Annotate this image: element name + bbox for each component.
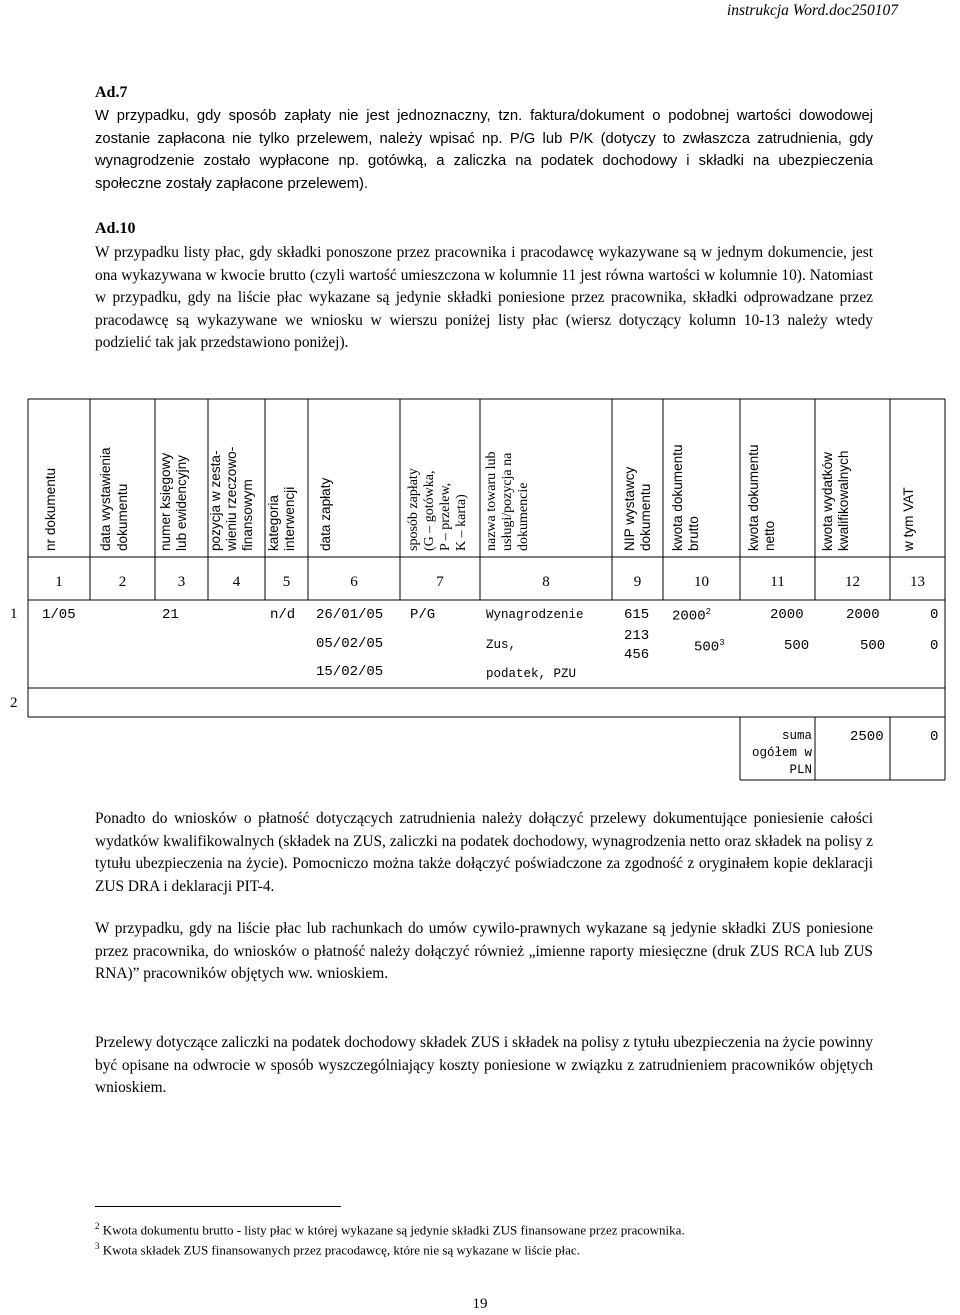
paragraph-ad10: W przypadku listy płac, gdy składki ponoszone przez pracownika i pracodawcę wykazywane są w jednym dokumencie, jest ona wykazywana w kwocie brutto (czyli wartość umieszczona w kolumnie 11 jest równa wartości w kolumnie 10). Natomiast w przypadku, gdy na liście płac wykazane są jedynie składki poniesione przez pracownika, składki odprowadzane przez pracodawcę są wykazywane we wniosku w wierszu poniżej listy płac (wiersz dotyczący kolumn 10-13 należy wtedy podzielić tak jak przedstawiono poniżej). xyxy=(95,244,873,352)
header-kwota-netto: kwota dokumentu netto xyxy=(746,444,777,551)
row1-brutto-1 xyxy=(672,607,711,625)
header-numer-ksiegowy: numer księgowy lub ewidencyjny xyxy=(158,452,189,551)
row1-item-3: podatek, PZU xyxy=(486,667,577,681)
row1-date-1: 26/01/05 xyxy=(316,607,384,623)
row1-nip-3: 456 xyxy=(624,647,650,663)
footnote-separator xyxy=(95,1206,341,1207)
row1-item-1: Wynagrodzenie xyxy=(486,608,584,622)
row1-kwal-1: 2000 xyxy=(846,607,880,623)
column-number: 4 xyxy=(232,574,241,590)
footnote-text: Kwota dokumentu brutto - listy płac w której wykazane są jedynie składki ZUS finansowane przez pracownika. xyxy=(102,1222,685,1238)
column-number: 12 xyxy=(845,574,860,590)
header-pozycja-zestawienie: pozycja w zesta- wieniu rzeczowo- finansowym xyxy=(208,446,255,551)
row1-payment: P/G xyxy=(410,607,436,623)
footnote-ref-3[interactable]: 3 xyxy=(719,638,725,648)
footnote-text: Kwota składek ZUS finansowanych przez pracodawcę, które nie są wykazane w liście płac. xyxy=(102,1242,580,1258)
header-sposob-zaplaty: sposób zapłaty (G – gotówka, P – przelew, K – karta) xyxy=(406,468,469,551)
column-number: 6 xyxy=(350,574,358,590)
row1-brutto-2-value: 500 xyxy=(694,639,720,656)
row1-vat-1: 0 xyxy=(930,607,939,623)
sum-kwal: 2500 xyxy=(850,729,884,745)
header-kategoria-interwencji: kategoria interwencji xyxy=(266,486,297,551)
footnote-ref-2[interactable]: 2 xyxy=(705,607,712,617)
header-data-zaplaty: data zapłaty xyxy=(318,477,333,551)
header-w-tym-vat: w tym VAT xyxy=(901,487,916,551)
footnote-mark: 2 xyxy=(95,1221,100,1231)
column-number: 10 xyxy=(694,574,709,590)
header-kwota-brutto: kwota dokumentu brutto xyxy=(670,444,701,551)
row1-date-3: 15/02/05 xyxy=(316,664,384,680)
footnote-3 xyxy=(95,1236,580,1260)
column-number: 11 xyxy=(770,574,785,590)
row1-brutto-2 xyxy=(694,638,725,656)
row1-netto-1: 2000 xyxy=(770,607,804,623)
header-kwota-kwalifikowalnych: kwota wydatków kwalifikowalnych xyxy=(820,450,851,551)
paragraph-zus-only: W przypadku, gdy na liście płac lub rachunkach do umów cywilo-prawnych wykazane są jedynie składki ZUS poniesione przez pracownika, do wniosków o płatność należy dołączyć również „imienne raporty miesięczne (druk ZUS RCA lub ZUS RNA)” pracowników objętych ww. wnioskiem. xyxy=(95,920,873,983)
footnote-mark: 3 xyxy=(95,1241,100,1251)
sum-vat: 0 xyxy=(930,729,939,745)
header-data-wystawienia: data wystawienia dokumentu xyxy=(98,447,130,551)
column-number: 9 xyxy=(633,574,642,590)
row1-nip-1: 615 xyxy=(624,607,650,623)
row1-netto-2: 500 xyxy=(784,638,810,654)
row1-nr: 1 xyxy=(10,606,18,622)
row1-ledger: 21 xyxy=(162,607,179,623)
sum-label xyxy=(750,728,812,779)
row1-brutto-1-value: 2000 xyxy=(672,608,706,625)
header-nr-dokumentu: nr dokumentu xyxy=(43,467,58,551)
row1-doc-date: 1/05 xyxy=(42,607,76,623)
running-header: instrukcja Word.doc250107 xyxy=(726,2,898,19)
column-number: 5 xyxy=(282,574,291,590)
sum-label-line: suma xyxy=(781,729,812,743)
paragraph-attachments: Ponadto do wniosków o płatność dotyczących zatrudnienia należy dołączyć przelewy dokumentujące poniesienie całości wydatków kwalifikowalnych (składek na ZUS, zaliczki na podatek dochodowy, wynagrodzenia netto oraz składek na polisy z tytułu ubezpieczenia na życie). Pomocniczo można także dołączyć poświadczone za zgodność z oryginałem kopie deklaracji ZUS DRA i deklaracji PIT-4. xyxy=(95,810,873,895)
row1-vat-2: 0 xyxy=(930,638,939,654)
column-number: 3 xyxy=(177,574,186,590)
section-label-ad7: Ad.7 xyxy=(95,84,128,101)
sum-label-line: ogółem w xyxy=(751,746,812,760)
paragraph-transfers: Przelewy dotyczące zaliczki na podatek dochodowy składek ZUS i składek na polisy z tytułu ubezpieczenia na życie powinny być opisane na odwrocie w sposób wyszczególniający koszty poniesione w związku z zatrudnieniem pracowników objętych wnioskiem. xyxy=(95,1034,873,1097)
paragraph-ad7: W przypadku, gdy sposób zapłaty nie jest jednoznaczny, tzn. faktura/dokument o podobnej wartości dowodowej zostanie zapłacona nie tylko przelewem, należy wpisać np. P/G lub P/K (dotyczy to zwłaszcza zatrudnienia, gdy wynagrodzenie zostało wypłacone np. gotówką, a zaliczka na podatek dochodowy i składki na ubezpieczenia społeczne zostały zapłacone przelewem). xyxy=(95,108,873,192)
row1-item-2: Zus, xyxy=(486,638,517,652)
row1-nip-2: 213 xyxy=(624,628,650,644)
sum-label-line: PLN xyxy=(789,763,812,777)
row1-position: n/d xyxy=(270,607,296,623)
column-number: 2 xyxy=(118,574,127,590)
page-number: 19 xyxy=(472,1296,488,1312)
header-nip-wystawcy: NIP wystawcy dokumentu xyxy=(622,466,653,551)
row2-nr: 2 xyxy=(10,695,18,711)
row1-kwal-2: 500 xyxy=(860,638,886,654)
header-nazwa-towaru: nazwa towaru lub usługi/pozycja na dokumencie xyxy=(484,451,531,551)
row1-date-2: 05/02/05 xyxy=(316,636,384,652)
section-label-ad10: Ad.10 xyxy=(95,220,136,237)
column-number: 1 xyxy=(55,574,63,590)
column-number: 13 xyxy=(910,574,925,590)
column-number: 8 xyxy=(542,574,550,590)
column-number: 7 xyxy=(436,574,444,590)
